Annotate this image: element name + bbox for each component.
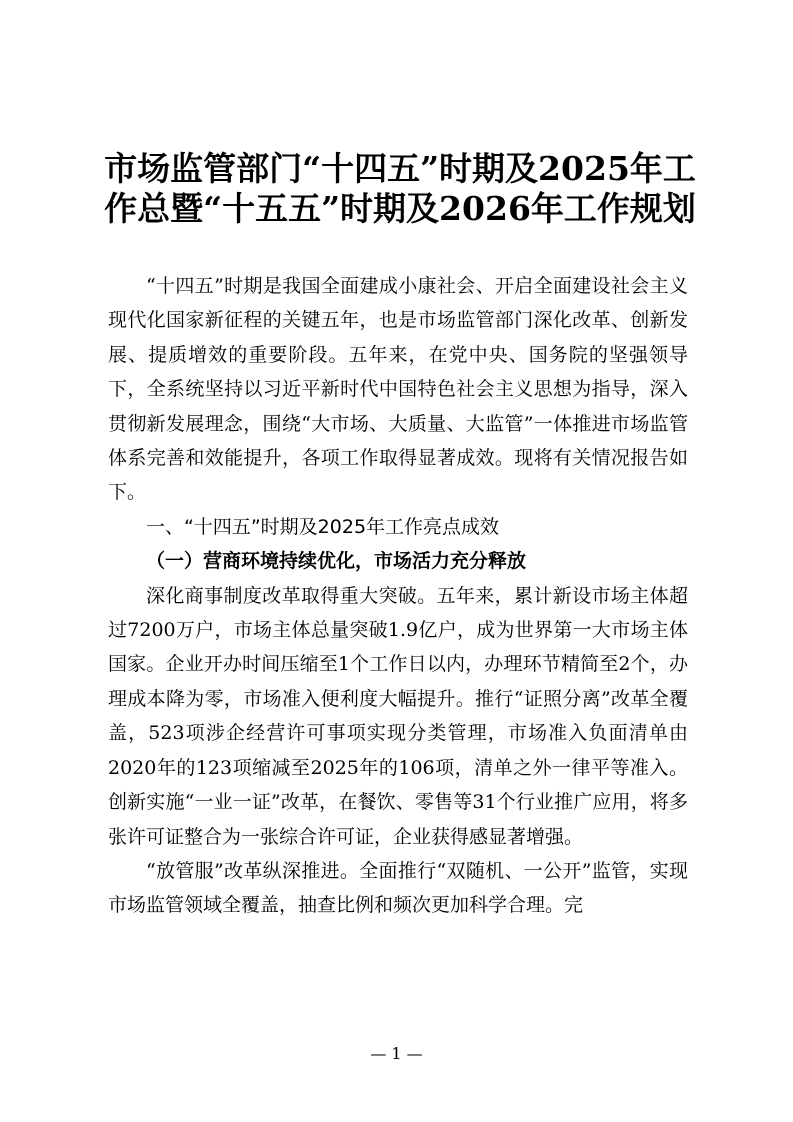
subsection-heading-1: （一）营商环境持续优化，市场活力充分释放 xyxy=(146,550,527,573)
body-paragraph-reform: 深化商事制度改革取得重大突破。五年来，累计新设市场主体超过7200万户，市场主体总量突破1.9亿户，成为世界第一大市场主体国家。企业开办时间压缩至1个工作日以内，办理环节精简至2个，办理成本降为零，市场准入便利度大幅提升。推行“证照分离”改革全覆盖，523项涉企经营许可事项实现分类管理，市场准入负面清单由2020年的123项缩减至2025年的106项，清单之外一律平等准入。创新实施“一业一证”改革，在餐饮、零售等31个行业推广应用，将多张许可证整合为一张综合许可证，企业获得感显著增强。 xyxy=(108,584,688,848)
page-number: — 1 — xyxy=(370,1044,423,1063)
body-paragraph-fangguanfu: “放管服”改革纵深推进。全面推行“双随机、一公开”监管，实现市场监管领域全覆盖，抽查比例和频次更加科学合理。完 xyxy=(108,859,688,917)
document-body xyxy=(108,269,688,923)
section-heading-1: 一、“十四五”时期及2025年工作亮点成效 xyxy=(146,515,500,538)
document-title: 市场监管部门“十四五”时期及2025年工作总暨“十五五”时期及2026年工作规划 xyxy=(104,149,696,228)
intro-paragraph: “十四五”时期是我国全面建成小康社会、开启全面建设社会主义现代化国家新征程的关键五年，也是市场监管部门深化改革、创新发展、提质增效的重要阶段。五年来，在党中央、国务院的坚强领导下，全系统坚持以习近平新时代中国特色社会主义思想为指导，深入贯彻新发展理念，围绕“大市场、大质量、大监管”一体推进市场监管体系完善和效能提升，各项工作取得显著成效。现将有关情况报告如下。 xyxy=(108,275,688,504)
